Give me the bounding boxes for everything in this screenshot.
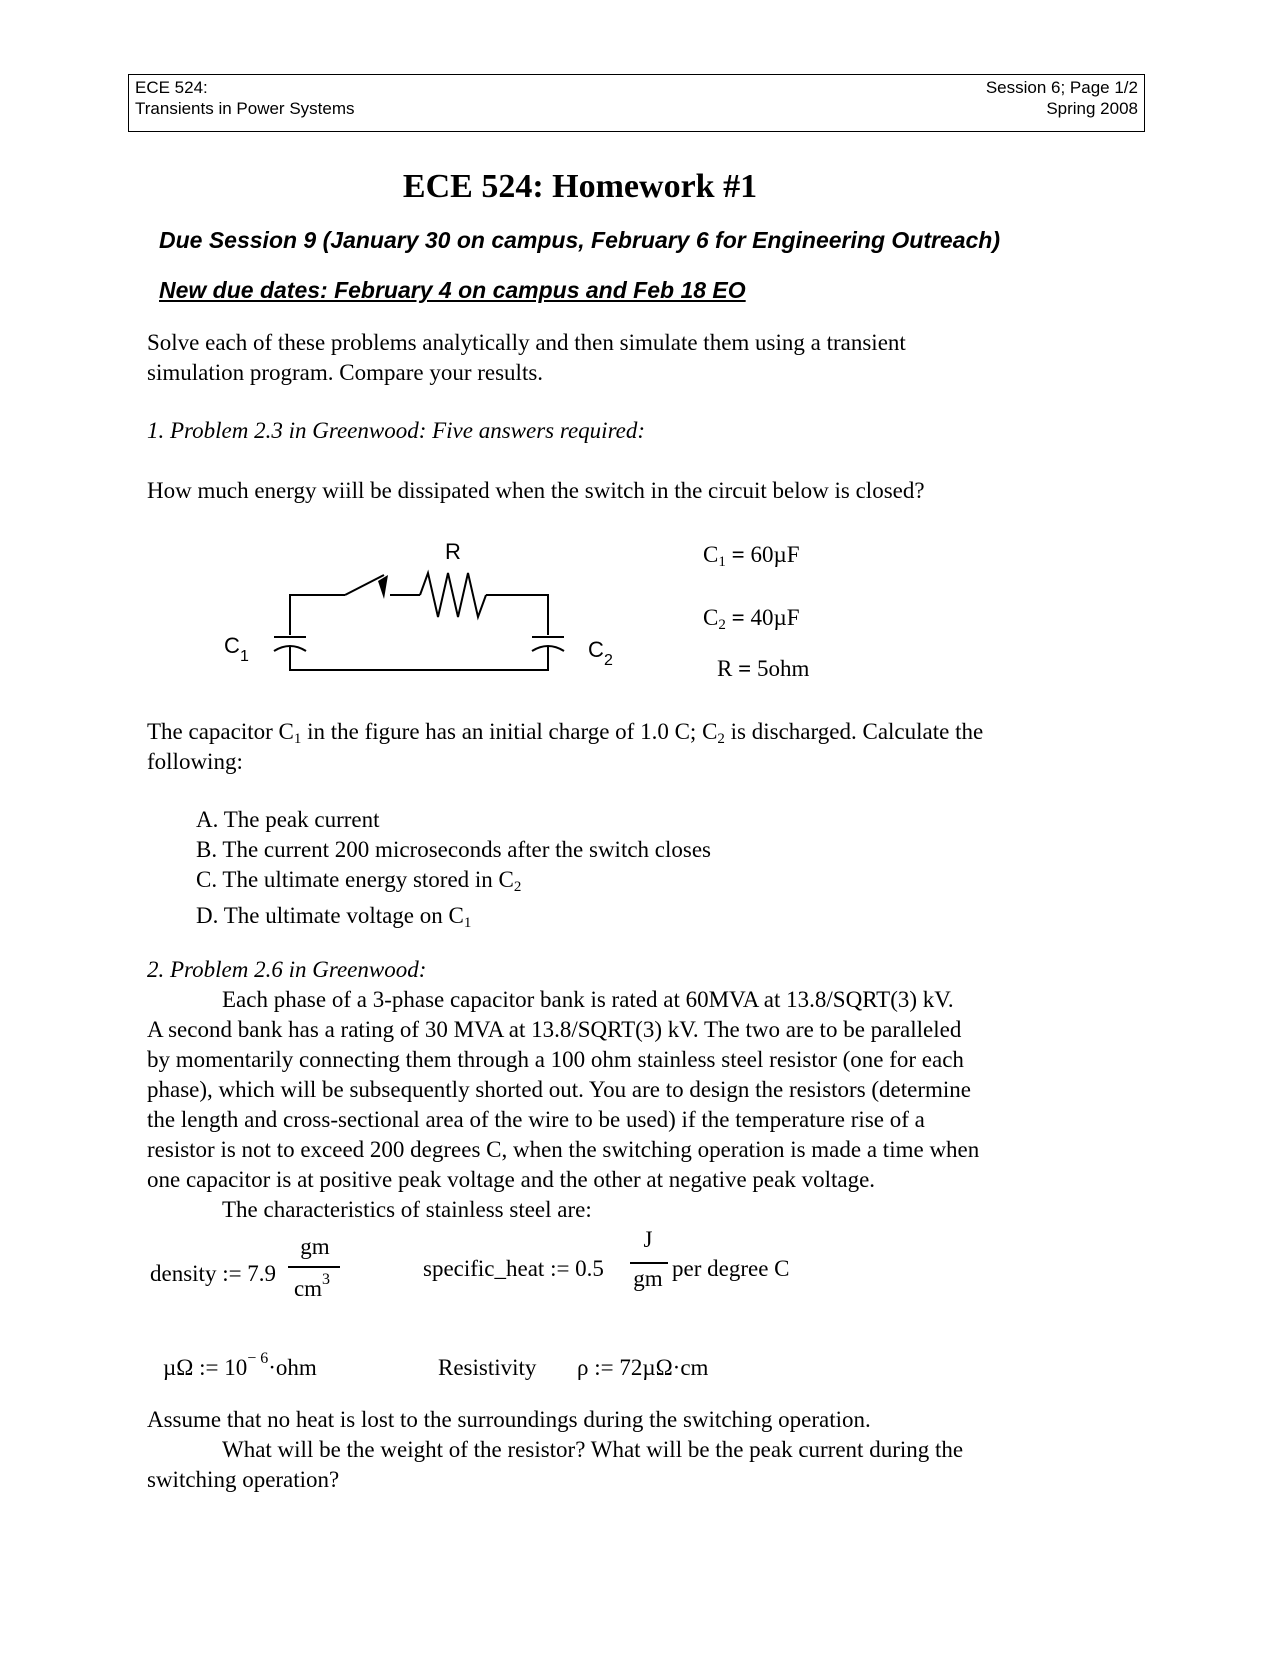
resistivity-label: Resistivity [438,1355,537,1380]
density-fraction-line [288,1266,340,1268]
problem2-closing [147,1405,1147,1495]
problem2-body [147,985,1147,1225]
density-denominator [292,1271,332,1302]
closing-line-1: Assume that no heat is lost to the surroundings during the switching operation. [147,1407,871,1432]
resistivity-expression: ρ := 72µΩ·cm [577,1355,709,1380]
problem2-line-6: resistor is not to exceed 200 degrees C, when the switching operation is made a time when [147,1137,980,1162]
item-a: A. The peak current [196,807,380,832]
micro-ohm-rhs: ·ohm [268,1355,317,1380]
header-course-title: Transients in Power Systems [135,99,355,118]
param-c1-name: C [703,542,719,567]
problem1-question: How much energy wiill be dissipated when the switch in the circuit below is closed? [147,478,925,503]
desc-part-b: in the figure has an initial charge of 1.0 C; C [301,719,718,744]
specific-heat-fraction-line [630,1262,668,1264]
desc-part-c: is discharged. Calculate the [724,719,984,744]
problem1-heading: 1. Problem 2.3 in Greenwood: Five answers required: [147,418,646,443]
problem2-line-2: A second bank has a rating of 30 MVA at 13.8/SQRT(3) kV. The two are to be paralleled [147,1017,962,1042]
item-c-sub: 2 [513,879,522,895]
circuit-diagram [210,535,640,685]
param-c1 [703,542,800,568]
param-c1-eq: = [731,542,745,567]
problem2-line-5: the length and cross-sectional area of the wire to be used) if the temperature rise of a [147,1107,925,1132]
item-d-sub: 1 [463,915,472,931]
micro-ohm-exp: − 6 [247,1350,269,1367]
specific-heat-unit: per degree C [672,1256,790,1281]
param-c1-sub: 1 [718,554,726,570]
problem2-line-8: The characteristics of stainless steel are: [222,1197,592,1222]
item-c [196,865,711,895]
header-course: ECE 524: [135,78,208,97]
problem2-heading: 2. Problem 2.6 in Greenwood: [147,957,427,982]
problem1-description-line2: following: [147,749,243,774]
param-r-value: 5ohm [756,656,810,681]
label-r: R [445,539,461,564]
desc-sub-a: 1 [293,731,302,747]
label-c1-sub: 1 [240,648,249,665]
desc-part-a: The capacitor C [147,719,294,744]
param-r-name: R [717,656,733,681]
intro-line-1: Solve each of these problems analytically and then simulate them using a transient [147,330,906,355]
problem2-line-7: one capacitor is at positive peak voltage and the other at negative peak voltage. [147,1167,876,1192]
density-numerator: gm [300,1234,330,1259]
label-c2: C [588,637,604,662]
param-c1-value: 60µF [750,542,800,567]
header-term: Spring 2008 [1046,99,1138,118]
item-b: B. The current 200 microseconds after the switch closes [196,837,712,862]
param-r-eq: = [738,656,752,681]
problem1-items [196,805,711,931]
param-c2-eq: = [731,605,745,630]
closing-line-3: switching operation? [147,1467,340,1492]
specific-heat-numerator: J [643,1227,653,1252]
header-left [135,77,355,119]
micro-ohm-lhs: µΩ := 10 [163,1355,248,1380]
header-right [986,77,1138,119]
switch-blade [345,575,384,595]
density-den-text: cm [293,1276,323,1301]
density-den-exp: 3 [322,1271,331,1288]
intro-line-2: simulation program. Compare your results. [147,360,544,385]
param-c2-sub: 2 [718,617,726,633]
due-date: Due Session 9 (January 30 on campus, February 6 for Engineering Outreach) [159,227,1001,253]
problem2-line-1: Each phase of a 3-phase capacitor bank is rated at 60MVA at 13.8/SQRT(3) kV. [222,987,954,1012]
label-c2-sub: 2 [604,652,613,669]
wire-bottom [290,647,548,670]
wire-top-right [486,595,548,635]
intro-paragraph [147,328,1087,388]
specific-heat-denominator: gm [633,1266,663,1291]
resistor-zigzag [420,573,486,617]
new-due-dates: New due dates: February 4 on campus and Feb 18 EO [159,277,746,303]
param-c2-name: C [703,605,719,630]
micro-ohm-definition [163,1350,317,1381]
problem1-description-line1 [147,717,1087,747]
page-header [128,74,1145,132]
header-session: Session 6; Page 1/2 [985,78,1138,97]
closing-line-2: What will be the weight of the resistor? What will be the peak current during the [222,1437,964,1462]
item-d-text: D. The ultimate voltage on C [196,903,464,928]
param-r [717,656,809,682]
problem1-description [147,717,1087,777]
item-c-text: C. The ultimate energy stored in C [196,867,514,892]
specific-heat-label: specific_heat := 0.5 [423,1256,604,1281]
wire-top-left [290,595,345,635]
desc-sub-b: 2 [717,731,725,747]
label-c1: C [224,633,240,658]
param-c2 [703,605,800,631]
page-title: ECE 524: Homework #1 [402,168,758,205]
switch-arrow [378,575,388,599]
item-d [196,901,711,931]
problem2-line-3: by momentarily connecting them through a 100 ohm stainless steel resistor (one for each [147,1047,964,1072]
density-label: density := 7.9 [150,1261,277,1286]
problem2-line-4: phase), which will be subsequently shorted out. You are to design the resistors (determine [147,1077,972,1102]
param-c2-value: 40µF [750,605,800,630]
